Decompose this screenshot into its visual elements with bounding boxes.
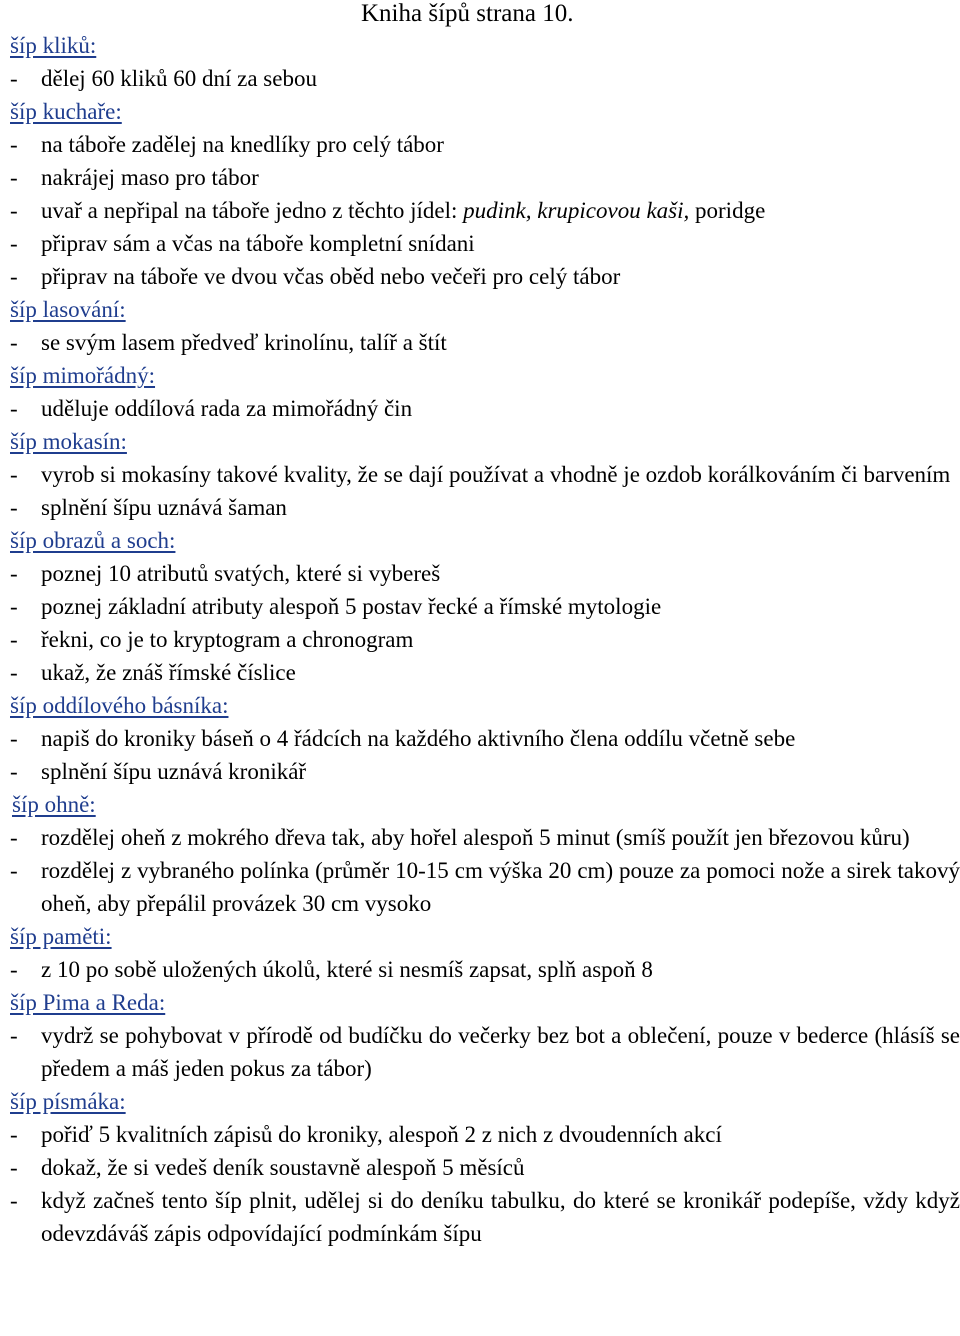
list-item: - na táboře zadělej na knedlíky pro celý tábor [10,132,444,157]
section-pameti [10,920,960,986]
document-body [10,29,960,1250]
list-item: - pořiď 5 kvalitních zápisů do kroniky, alespoň 2 z nich z dvoudenních akcí [10,1122,722,1147]
section-kuchare [10,95,960,293]
section-lasovani [10,293,960,359]
list-item: - uvař a nepřipal na táboře jedno z těchto jídel: pudink, krupicovou kaši, poridge [10,198,766,223]
section-pima-a-reda [10,986,960,1085]
section-title: šíp kuchaře: [10,99,122,124]
section-title: šíp paměti: [10,924,112,949]
list-item: - vydrž se pohybovat v přírodě od budíčku do večerky bez bot a oblečení, pouze v bederce (hlásíš se předem a máš jeden pokus za tábor) [10,1023,960,1081]
section-title: šíp ohně: [12,792,96,817]
section-oddiloveho-basnika [10,689,960,788]
section-title: šíp obrazů a soch: [10,528,176,553]
list-item: - rozdělej oheň z mokrého dřeva tak, aby hořel alespoň 5 minut (smíš použít jen březovou kůru) [10,825,910,850]
list-item: - ukaž, že znáš římské číslice [10,660,296,685]
list-item: - z 10 po sobě uložených úkolů, které si nesmíš zapsat, splň aspoň 8 [10,957,653,982]
section-title: šíp lasování: [10,297,126,322]
list-item: - dělej 60 kliků 60 dní za sebou [10,66,317,91]
italic-dishes: pudink, krupicovou kaši, [463,198,690,223]
section-pismaka [10,1085,960,1250]
list-item: - připrav sám a včas na táboře kompletní snídani [10,231,475,256]
section-title: šíp oddílového básníka: [10,693,229,718]
section-mimoradny [10,359,960,425]
list-item: - připrav na táboře ve dvou včas oběd nebo večeři pro celý tábor [10,264,621,289]
list-item: - poznej 10 atributů svatých, které si vybereš [10,561,441,586]
list-item: - se svým lasem předveď krinolínu, talíř a štít [10,330,447,355]
section-title: šíp Pima a Reda: [10,990,166,1015]
list-item: - dokaž, že si vedeš deník soustavně alespoň 5 měsíců [10,1155,525,1180]
list-item: - splnění šípu uznává kronikář [10,759,307,784]
list-item: - řekni, co je to kryptogram a chronogram [10,627,414,652]
section-title: šíp mimořádný: [10,363,156,388]
section-mokasin [10,425,960,524]
section-title: šíp kliků: [10,33,97,58]
list-item: - uděluje oddílová rada za mimořádný čin [10,396,413,421]
page-header: Kniha šípů strana 10. [361,0,574,27]
section-ohne [10,788,960,920]
list-item: - poznej základní atributy alespoň 5 postav řecké a římské mytologie [10,594,662,619]
list-item: - když začneš tento šíp plnit, udělej si do deníku tabulku, do které se kronikář podepíše, vždy když odevzdáváš zápis odpovídající podmínkám šípu [10,1188,960,1246]
list-item: - splnění šípu uznává šaman [10,495,287,520]
list-item: - napiš do kroniky báseň o 4 řádcích na každého aktivního člena oddílu včetně sebe [10,726,796,751]
section-obrazu-a-soch [10,524,960,689]
list-item: - rozdělej z vybraného polínka (průměr 10-15 cm výška 20 cm) pouze za pomoci nože a sirek takový oheň, aby přepálil provázek 30 cm vysoko [10,858,960,916]
section-title: šíp mokasín: [10,429,127,454]
section-kliku [10,29,960,95]
section-title: šíp písmáka: [10,1089,126,1114]
list-item: - vyrob si mokasíny takové kvality, že se dají používat a vhodně je ozdob korálkováním či barvením [10,462,951,487]
list-item: - nakrájej maso pro tábor [10,165,259,190]
